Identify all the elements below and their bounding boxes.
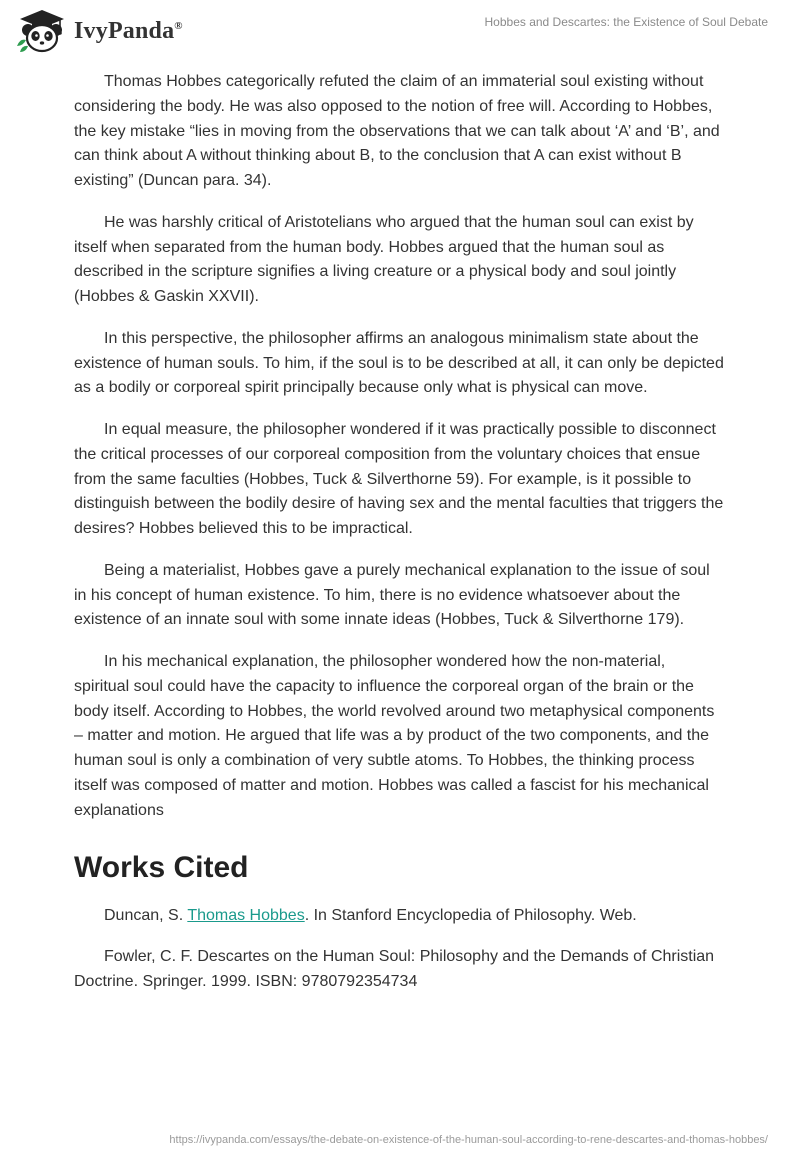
panda-graduate-icon <box>14 8 70 54</box>
paragraph: Thomas Hobbes categorically refuted the claim of an immaterial soul existing without considering the body. He was also opposed to the notion of free will. According to Hobbes, the key mistake “lies in moving from the observations that we can talk about ‘A’ and ‘B’, and can think about A without thinking about B, to the conclusion that A can exist without B existing” (Duncan para. 34). <box>74 73 720 190</box>
paragraph: In his mechanical explanation, the philosopher wondered how the non-material, spiritual soul could have the capacity to influence the corporeal organ of the brain or the body itself. According to Hobbes, the world revolved around two metaphysical components – matter and motion. He argued that life was a by product of the two components, and the human soul is only a combination of very subtle atoms. To Hobbes, the thinking process itself was composed of matter and motion. Hobbes was called a fascist for his mechanical explanations <box>74 652 715 819</box>
brand-name: IvyPanda® <box>74 17 183 44</box>
paragraph: Being a materialist, Hobbes gave a purely mechanical explanation to the issue of soul in his concept of human existence. To him, there is no evidence whatsoever about the existence of an innate soul with some innate ideas (Hobbes, Tuck & Silverthorne 179). <box>74 561 710 629</box>
page-header <box>0 0 800 60</box>
source-url: https://ivypanda.com/essays/the-debate-on-existence-of-the-human-soul-according-to-rene-descartes-and-thomas-hobbes/ <box>169 1134 768 1146</box>
thomas-hobbes-link[interactable]: Thomas Hobbes <box>187 906 305 924</box>
citation-text: Duncan, S. <box>104 906 188 924</box>
citation-text: . In Stanford Encyclopedia of Philosophy. Web. <box>304 906 637 924</box>
works-cited-heading: Works Cited <box>74 850 249 884</box>
registered-mark: ® <box>174 19 183 32</box>
paragraph: In this perspective, the philosopher affirms an analogous minimalism state about the existence of human souls. To him, if the soul is to be described at all, it can only be depicted as a bodily or corporeal spirit principally because only what is physical can move. <box>74 329 724 397</box>
document-title: Hobbes and Descartes: the Existence of Soul Debate <box>484 15 768 29</box>
essay-body <box>74 70 724 1011</box>
paragraph: In equal measure, the philosopher wondered if it was practically possible to disconnect the critical processes of our corporeal composition from the voluntary choices that ensue from the same faculties (Hobbes, Tuck & Silverthorne 59). For example, is it possible to distinguish between the bodily desire of having sex and the mental faculties that triggers the desires? Hobbes believed this to be impractical. <box>74 420 724 538</box>
paragraph: He was harshly critical of Aristotelians who argued that the human soul can exist by itself when separated from the human body. Hobbes argued that the human soul as described in the scripture signifies a living creature or a physical body and soul jointly (Hobbes & Gaskin XXVII). <box>74 213 694 306</box>
citation-fowler: Fowler, C. F. Descartes on the Human Soul: Philosophy and the Demands of Christian Doctrine. Springer. 1999. ISBN: 9780792354734 <box>74 948 715 990</box>
ivypanda-logo[interactable] <box>14 8 183 54</box>
citation-duncan <box>74 904 724 929</box>
